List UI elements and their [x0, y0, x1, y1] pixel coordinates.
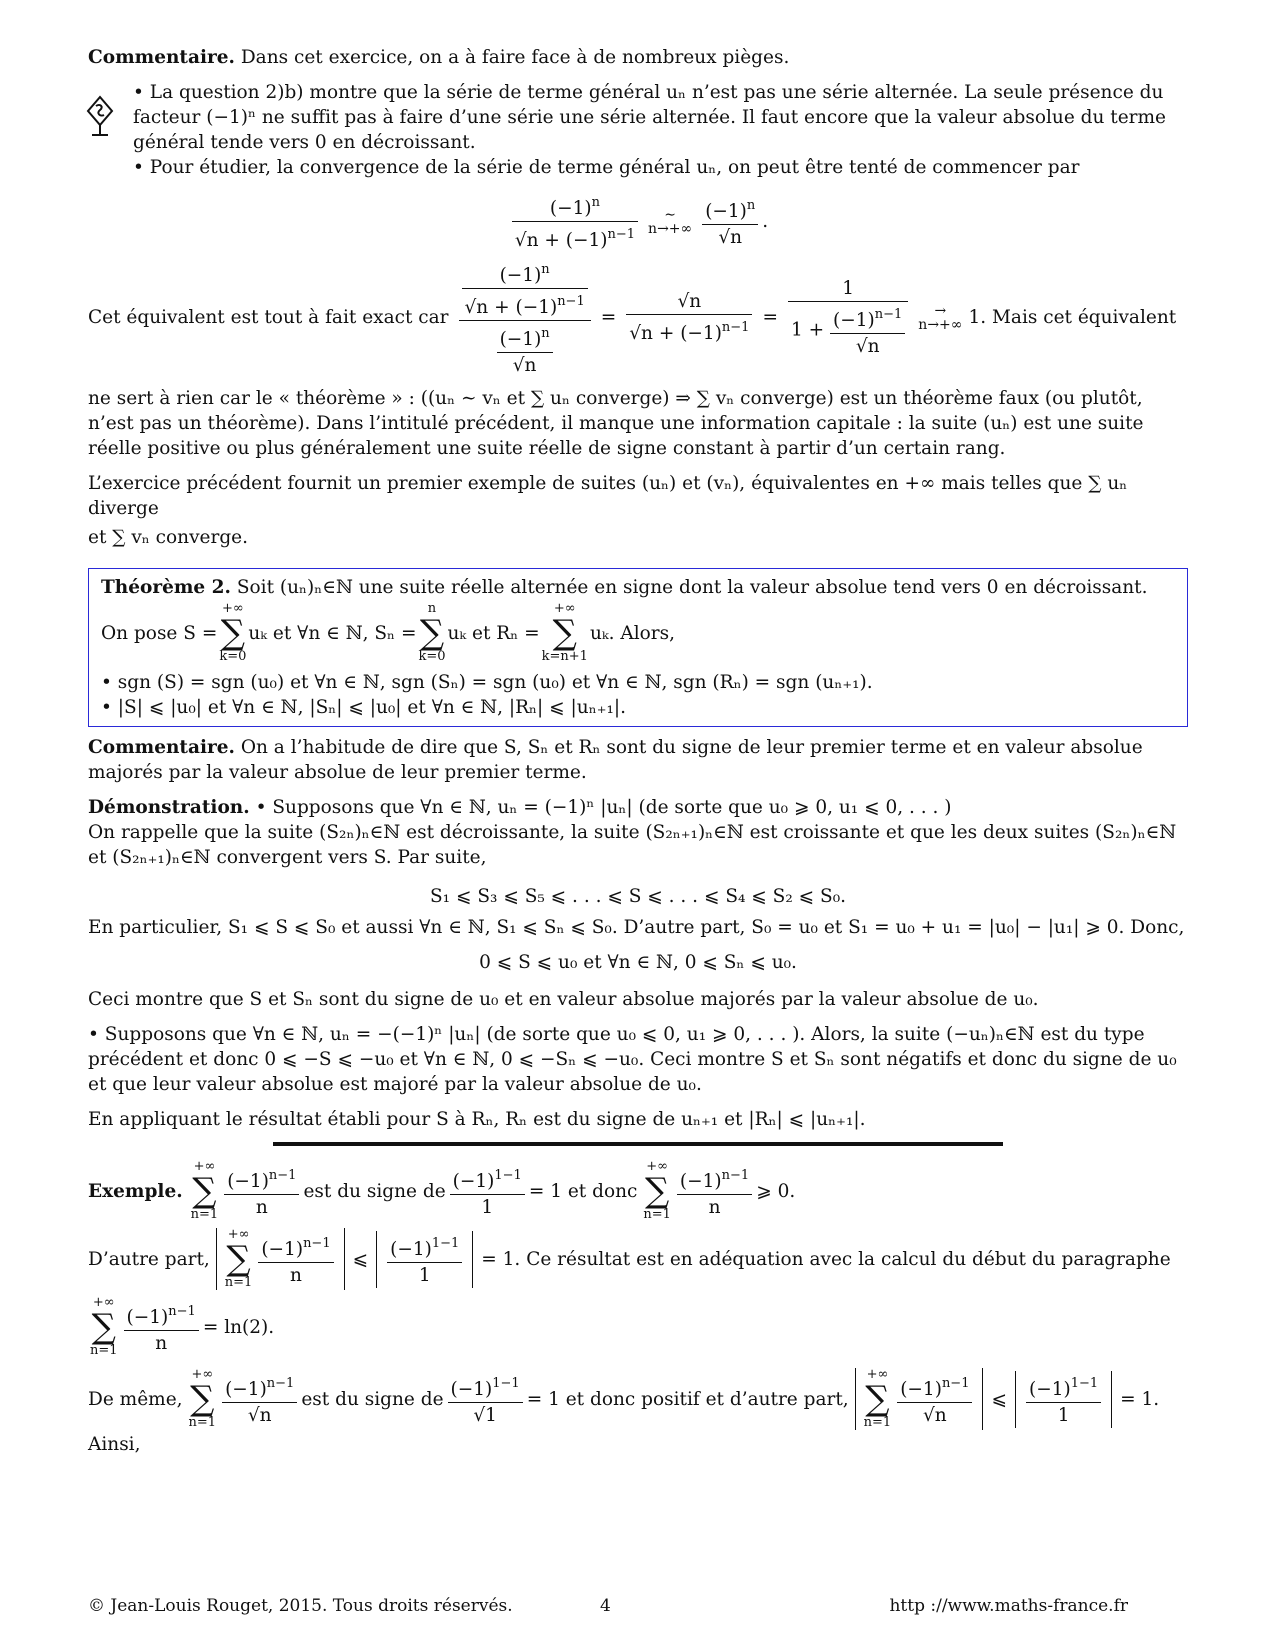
- comment-bullet-1: • La question 2)b) montre que la série de terme général uₙ n’est pas une série alternée. La seule présence du facteur (−1)ⁿ ne suffit pas à faire d’une série une série alternée. Il faut encore que la valeur absolue du terme général tende vers 0 en décroissant.: [133, 82, 1167, 153]
- demo-line-3: En particulier, S₁ ⩽ S ⩽ S₀ et aussi ∀n ∈ ℕ, S₁ ⩽ Sₙ ⩽ S₀. D’autre part, S₀ = u₀ et S₁ = u₀ + u₁ = |u₀| − |u₁| ⩾ 0. Donc,: [88, 917, 1185, 938]
- page-footer: [88, 1596, 1128, 1616]
- theorem-bullet-sign: • sgn (S) = sgn (u₀) et ∀n ∈ ℕ, sgn (Sₙ) = sgn (u₀) et ∀n ∈ ℕ, sgn (Rₙ) = sgn (uₙ₊₁).: [101, 672, 873, 693]
- example-line-3: +∞ ∑ n=1 $\frac{(-1)^{n-1}}{n}$ = ln(2).: [90, 1295, 275, 1358]
- demo-line-6: En appliquant le résultat établi pour S à Rₙ, Rₙ est du signe de uₙ₊₁ et |Rₙ| ⩽ |uₙ₊₁|.: [88, 1109, 866, 1130]
- comment-intro: Commentaire. Dans cet exercice, on a à faire face à de nombreux pièges.: [88, 47, 790, 68]
- theorem-statement: Théorème 2. Soit (uₙ)ₙ∈ℕ une suite réelle alternée en signe dont la valeur absolue tend vers 0 en décroissant.: [101, 577, 1148, 598]
- demo-inequality-chain: S₁ ⩽ S₃ ⩽ S₅ ⩽ . . . ⩽ S ⩽ . . . ⩽ S₄ ⩽ S₂ ⩽ S₀.: [430, 886, 846, 907]
- previous-exercise-paragraph-end: et ∑ vₙ converge.: [88, 527, 249, 548]
- example-conclusion: Ainsi,: [88, 1434, 141, 1455]
- theorem-box: [88, 568, 1188, 727]
- demo-line-1: Démonstration. • Supposons que ∀n ∈ ℕ, uₙ = (−1)ⁿ |uₙ| (de sorte que u₀ ⩾ 0, u₁ ⩽ 0, . . . ): [88, 797, 952, 818]
- demo-line-2: On rappelle que la suite (S₂ₙ)ₙ∈ℕ est décroissante, la suite (S₂ₙ₊₁)ₙ∈ℕ est croissante et que les deux suites (S₂ₙ)ₙ∈ℕ et (S₂ₙ₊₁)ₙ∈ℕ convergent vers S. Par suite,: [88, 822, 1177, 868]
- theorem-bullet-bound: • |S| ⩽ |u₀| et ∀n ∈ ℕ, |Sₙ| ⩽ |u₀| et ∀n ∈ ℕ, |Rₙ| ⩽ |uₙ₊₁|.: [101, 697, 627, 718]
- false-theorem-paragraph: ne sert à rien car le « théorème » : ((uₙ ∼ vₙ et ∑ uₙ converge) ⇒ ∑ vₙ converge) est un théorème faux (ou plutôt, n’est pas un théorème). Dans l’intitulé précédent, il manque une information capitale : la suite (uₙ) est une suite réelle positive ou plus généralement une suite réelle de signe constant à partir d’un certain rang.: [88, 388, 1144, 459]
- demo-line-5: • Supposons que ∀n ∈ ℕ, uₙ = −(−1)ⁿ |uₙ| (de sorte que u₀ ⩽ 0, u₁ ⩾ 0, . . . ). Alors, la suite (−uₙ)ₙ∈ℕ est du type précédent et donc 0 ⩽ −S ⩽ −u₀ et ∀n ∈ ℕ, 0 ⩽ −Sₙ ⩽ −u₀. Ceci montre S et Sₙ sont négatifs et donc du signe de u₀ et que leur valeur absolue est majoré par la valeur absolue de u₀.: [88, 1024, 1177, 1095]
- demo-line-4: Ceci montre que S et Sₙ sont du signe de u₀ et en valeur absolue majorés par la valeur absolue de u₀.: [88, 989, 1039, 1010]
- footer-copyright: © Jean-Louis Rouget, 2015. Tous droits réservés.: [88, 1596, 513, 1616]
- previous-exercise-paragraph: L’exercice précédent fournit un premier exemple de suites (uₙ) et (vₙ), équivalentes en +∞ mais telles que ∑ uₙ diverge: [88, 473, 1128, 519]
- equivalence-proof: Cet équivalent est tout à fait exact car $\frac{\frac{(-1)^n}{√n + (-1)^{n-1}}}{\frac{(-1)^n}{√n}}$ = $\frac{√n}{√n + (-1)^{n-1}}$ = 1 1 + $\frac{(-1)^{n-1}}{√n}$ → n→+∞ 1. Mais cet équivalent: [88, 257, 1188, 378]
- example-line-2: D’autre part, +∞ ∑ n=1 $\frac{(-1)^{n-1}}{n}$ ⩽ $\frac{(-1)^{1-1}}{1}$ = 1. Ce résultat est en adéquation avec la calcul du début du paragraphe: [88, 1227, 1171, 1290]
- comment-2: Commentaire. On a l’habitude de dire que S, Sₙ et Rₙ sont du signe de leur premier terme et en valeur absolue majorés par la valeur absolue de leur premier terme.: [88, 737, 1143, 783]
- warning-sign-icon: [86, 95, 114, 139]
- footer-url[interactable]: http ://www.maths-france.fr: [889, 1596, 1128, 1616]
- theorem-definitions: On pose S = +∞ ∑ k=0 uₖ et ∀n ∈ ℕ, Sₙ = n ∑ k=0 uₖ et Rₙ = +∞ ∑ k=n+1 uₖ. Alors,: [101, 601, 675, 664]
- section-divider: [273, 1142, 1003, 1146]
- equivalence-formula: $\frac{(-1)^n}{√n + (-1)^{n-1}}$ ∼ n→+∞ $\frac{(-1)^n}{√n}$ .: [88, 190, 1188, 253]
- example-line-4: De même, +∞ ∑ n=1 $\frac{(-1)^{n-1}}{√n}$ est du signe de $\frac{(-1)^{1-1}}{√1}$ = 1 et donc positif et d’autre part, +∞ ∑ n=1 $\frac{(-1)^{n-1}}{√n}$ ⩽ $\frac{(-1)^{1-1}}{1}$ = 1.: [88, 1367, 1160, 1430]
- page-content: [88, 45, 1188, 1467]
- demo-inequality-2: 0 ⩽ S ⩽ u₀ et ∀n ∈ ℕ, 0 ⩽ Sₙ ⩽ u₀.: [479, 952, 797, 973]
- comment-bullet-2: • Pour étudier, la convergence de la série de terme général uₙ, on peut être tenté de commencer par: [133, 157, 1080, 178]
- footer-page-number: 4: [600, 1596, 611, 1616]
- example-line-1: Exemple. +∞ ∑ n=1 $\frac{(-1)^{n-1}}{n}$ est du signe de $\frac{(-1)^{1-1}}{1}$ = 1 et donc +∞ ∑ n=1 $\frac{(-1)^{n-1}}{n}$ ⩾ 0.: [88, 1159, 796, 1222]
